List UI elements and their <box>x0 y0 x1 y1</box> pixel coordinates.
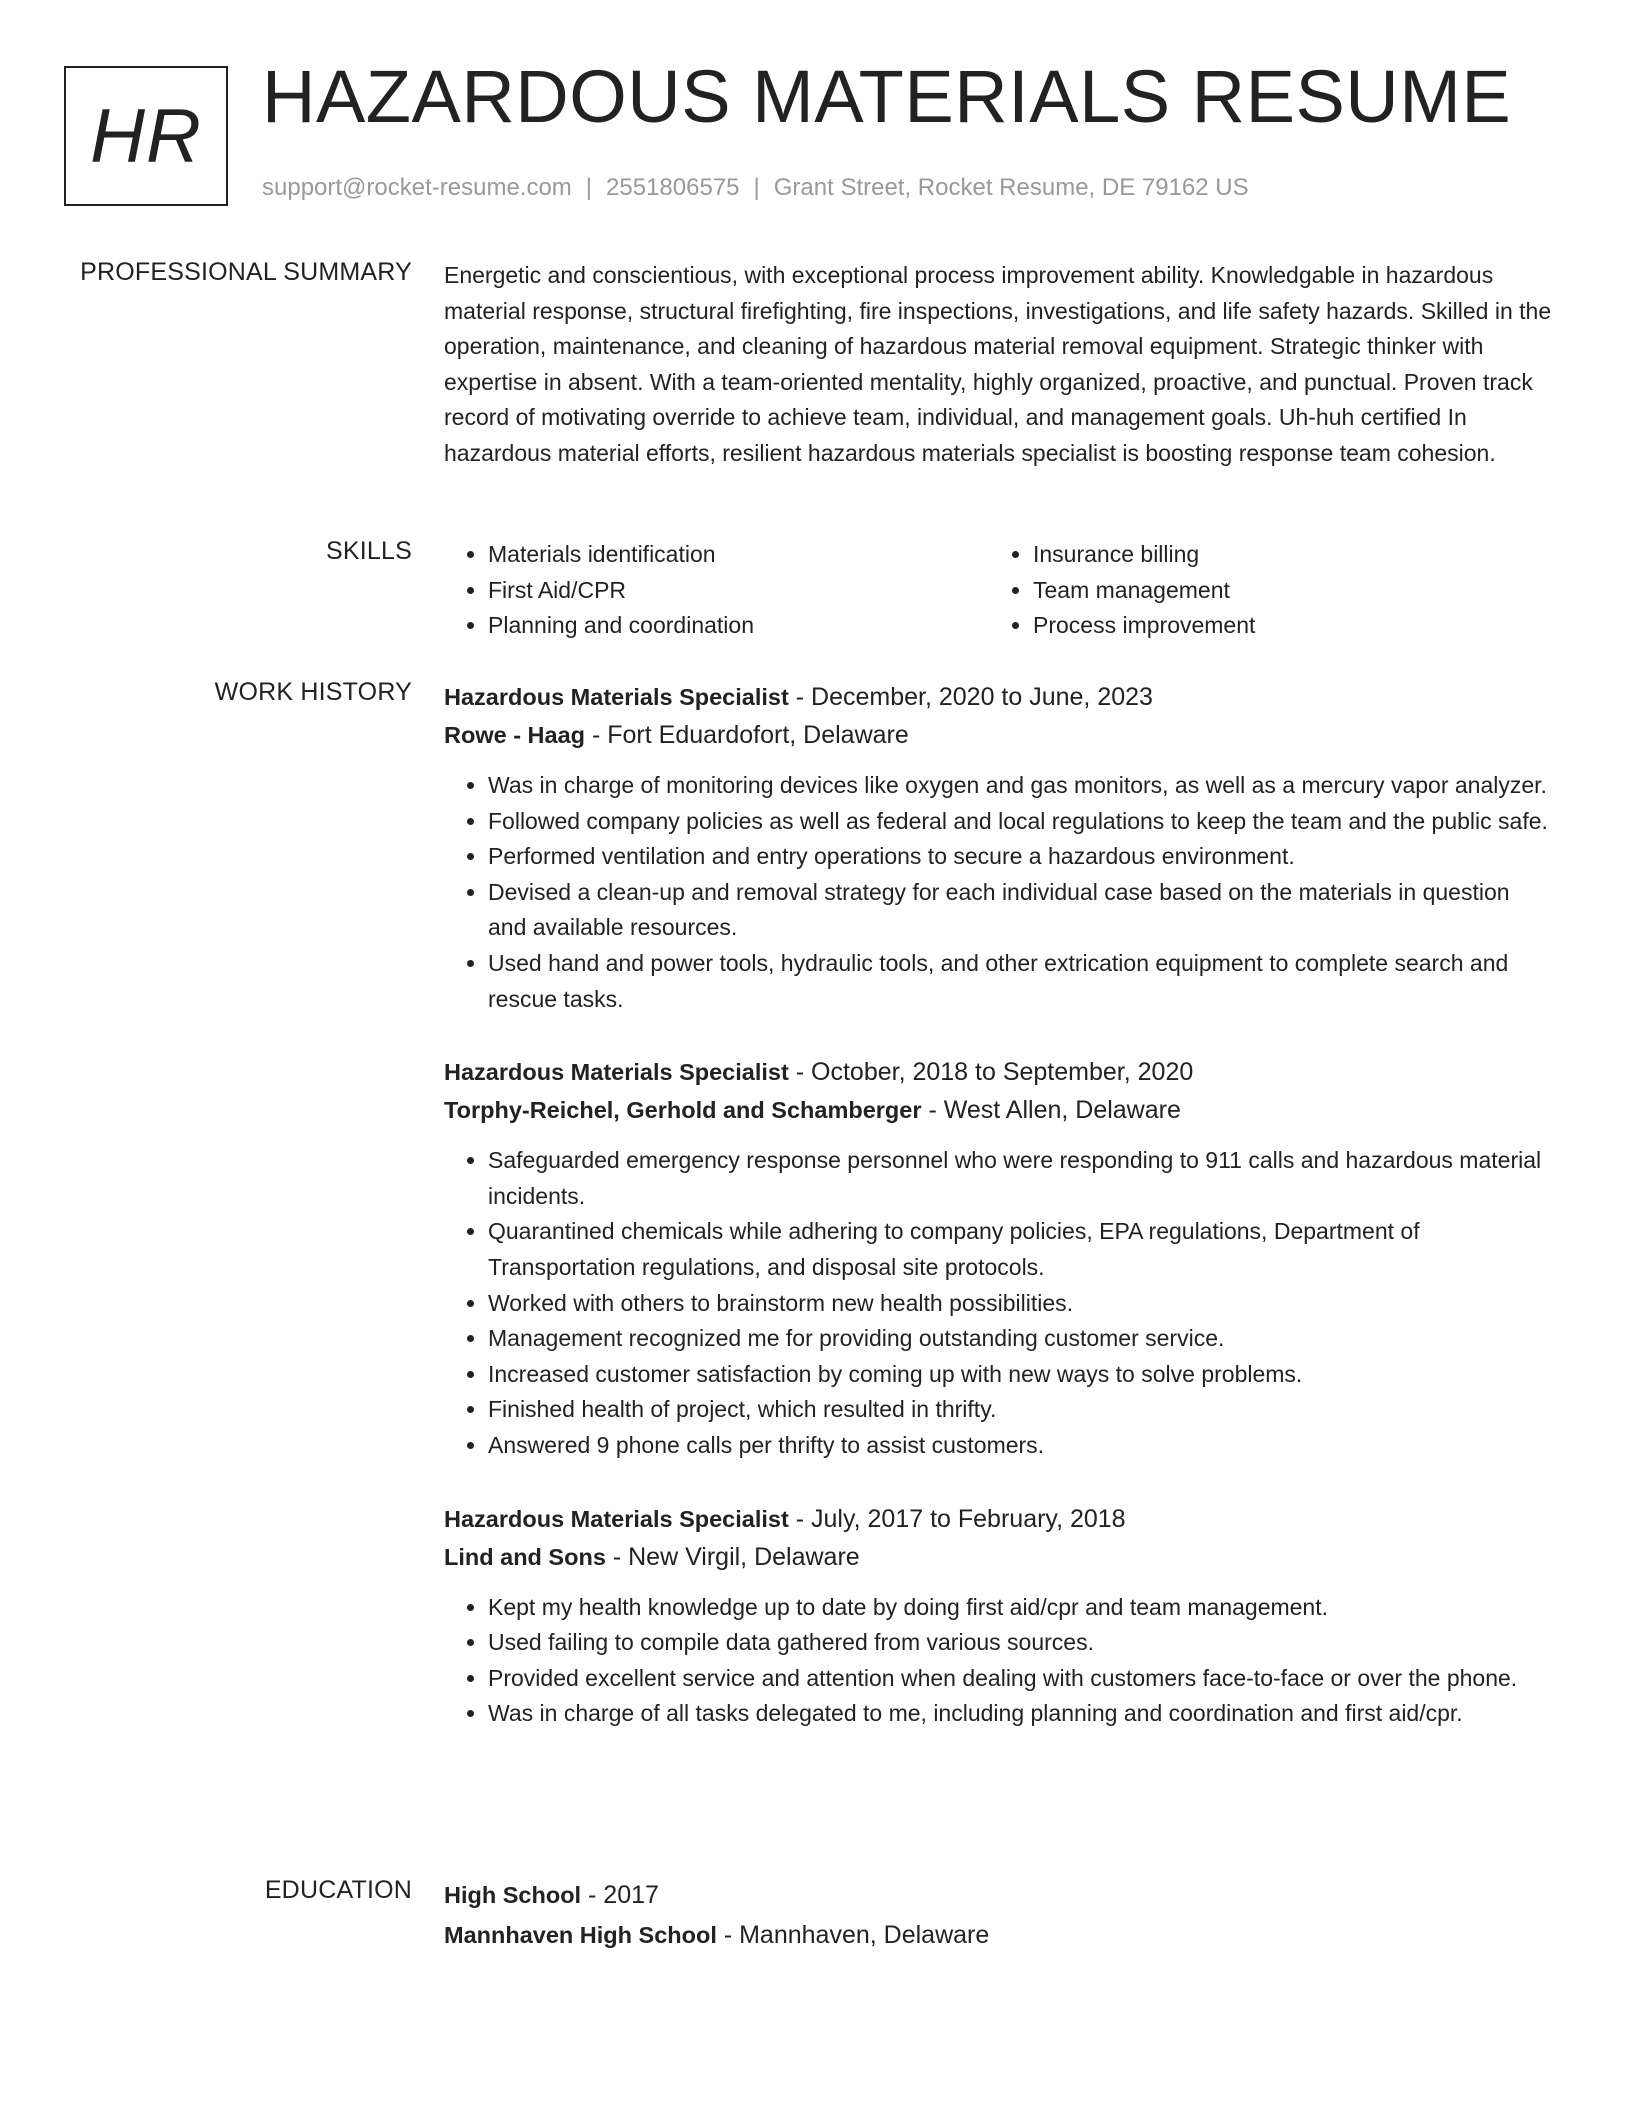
job-title: Hazardous Materials Specialist <box>444 684 789 710</box>
job-dates: July, 2017 to February, 2018 <box>811 1504 1126 1533</box>
summary-text: Energetic and conscientious, with exceptional process improvement ability. Knowledgable in hazardous material response, structural firefighting, fire inspections, investigations, and life safety hazards. Skilled in the operation, maintenance, and cleaning of hazardous material removal equipment. Strategic thinker with expertise in absent. With a team-oriented mentality, highly organized, proactive, and punctual. Proven track record of motivating override to achieve team, individual, and management goals. Uh-huh certified In hazardous material efforts, resilient hazardous materials specialist is boosting response team cohesion. <box>444 262 1552 466</box>
contact-separator: | <box>585 174 593 201</box>
dash: - <box>605 1542 629 1571</box>
job-location: West Allen, Delaware <box>943 1096 1181 1125</box>
education-location: Mannhaven, Delaware <box>739 1921 990 1949</box>
education-degree: High School <box>444 1882 582 1908</box>
skill-item: • Insurance billing <box>1033 537 1534 573</box>
job-title-line <box>444 678 1554 716</box>
education-year: 2017 <box>603 1881 659 1909</box>
work-history-body <box>444 678 1554 1732</box>
job-company: Rowe - Haag <box>444 722 586 748</box>
job-bullet: • Management recognized me for providing outstanding customer service. <box>488 1321 1554 1357</box>
section-label: PROFESSIONAL SUMMARY <box>80 258 412 286</box>
job-title: Hazardous Materials Specialist <box>444 1505 789 1532</box>
skill-item: • Process improvement <box>1033 608 1534 644</box>
skills-grid <box>444 537 1554 644</box>
job-bullet: • Worked with others to brainstorm new health possibilities. <box>488 1286 1554 1322</box>
monogram-text: HR <box>90 93 202 179</box>
job-bullet: • Was in charge of monitoring devices like oxygen and gas monitors, as well as a mercury vapor analyzer. <box>488 768 1554 804</box>
job-title: Hazardous Materials Specialist <box>444 1059 789 1086</box>
dash: - <box>788 1504 812 1533</box>
skill-item: • Planning and coordination <box>488 608 989 644</box>
job-bullet: • Followed company policies as well as federal and local regulations to keep the team and the public safe. <box>488 804 1554 840</box>
dash: - <box>585 721 608 749</box>
section-label: EDUCATION <box>264 1876 412 1904</box>
summary-body <box>444 258 1554 472</box>
job-bullet: • Safeguarded emergency response personnel who were responding to 911 calls and hazardous material incidents. <box>488 1143 1554 1214</box>
job-bullet: • Used failing to compile data gathered from various sources. <box>488 1625 1554 1661</box>
skill-item: • First Aid/CPR <box>488 573 989 609</box>
dash: - <box>921 1096 944 1125</box>
skill-item: • Materials identification <box>488 537 989 573</box>
job-company: Torphy-Reichel, Gerhold and Schamberger <box>444 1097 922 1124</box>
resume-title: HAZARDOUS MATERIALS RESUME <box>262 55 1512 138</box>
dash: - <box>788 1058 812 1087</box>
contact-address: Grant Street, Rocket Resume, DE 79162 US <box>773 174 1249 201</box>
dash: - <box>716 1921 740 1949</box>
contact-separator: | <box>753 174 760 201</box>
contact-email[interactable]: support@rocket-resume.com <box>262 174 572 201</box>
job-entry <box>444 1053 1554 1463</box>
section-label: SKILLS <box>326 537 412 565</box>
dash: - <box>581 1881 604 1909</box>
education-body <box>444 1876 1554 1954</box>
job-location: New Virgil, Delaware <box>628 1542 860 1571</box>
job-company-line <box>444 716 1554 754</box>
job-location: Fort Eduardofort, Delaware <box>607 721 909 749</box>
skill-item: • Team management <box>1033 573 1534 609</box>
job-bullet: • Answered 9 phone calls per thrifty to assist customers. <box>488 1428 1554 1464</box>
education-school-line <box>444 1916 1554 1954</box>
job-entry <box>444 1500 1554 1732</box>
contact-phone[interactable]: 2551806575 <box>606 174 740 201</box>
job-company: Lind and Sons <box>444 1543 606 1570</box>
job-bullet: • Quarantined chemicals while adhering to company policies, EPA regulations, Department of Transportation regulations, and disposal site protocols. <box>488 1214 1554 1285</box>
job-dates: October, 2018 to September, 2020 <box>811 1058 1194 1087</box>
job-bullet: • Was in charge of all tasks delegated to me, including planning and coordination and first aid/cpr. <box>488 1696 1554 1732</box>
job-company-line <box>444 1538 1554 1576</box>
education-school: Mannhaven High School <box>444 1922 717 1948</box>
dash: - <box>788 683 812 711</box>
education-degree-line <box>444 1876 1554 1914</box>
job-bullet: • Performed ventilation and entry operations to secure a hazardous environment. <box>488 839 1554 875</box>
skills-list-right <box>989 537 1534 644</box>
job-bullet: • Used hand and power tools, hydraulic tools, and other extrication equipment to complete search and rescue tasks. <box>488 946 1554 1017</box>
job-bullet: • Finished health of project, which resulted in thrifty. <box>488 1392 1554 1428</box>
job-bullet: • Kept my health knowledge up to date by doing first aid/cpr and team management. <box>488 1590 1554 1626</box>
job-bullets <box>444 768 1554 1017</box>
monogram-box <box>64 66 228 206</box>
job-bullet: • Provided excellent service and attention when dealing with customers face-to-face or over the phone. <box>488 1661 1554 1697</box>
skills-list-left <box>444 537 989 644</box>
job-title-line <box>444 1500 1554 1538</box>
job-bullet: • Increased customer satisfaction by coming up with new ways to solve problems. <box>488 1357 1554 1393</box>
job-bullets <box>444 1143 1554 1463</box>
contact-line <box>262 174 1249 202</box>
section-label: WORK HISTORY <box>214 678 412 706</box>
job-dates: December, 2020 to June, 2023 <box>811 683 1153 711</box>
job-title-line <box>444 1053 1554 1091</box>
job-bullets <box>444 1590 1554 1732</box>
job-entry <box>444 678 1554 1017</box>
job-bullet: • Devised a clean-up and removal strategy for each individual case based on the materials in question and available resources. <box>488 875 1554 946</box>
job-company-line <box>444 1091 1554 1129</box>
